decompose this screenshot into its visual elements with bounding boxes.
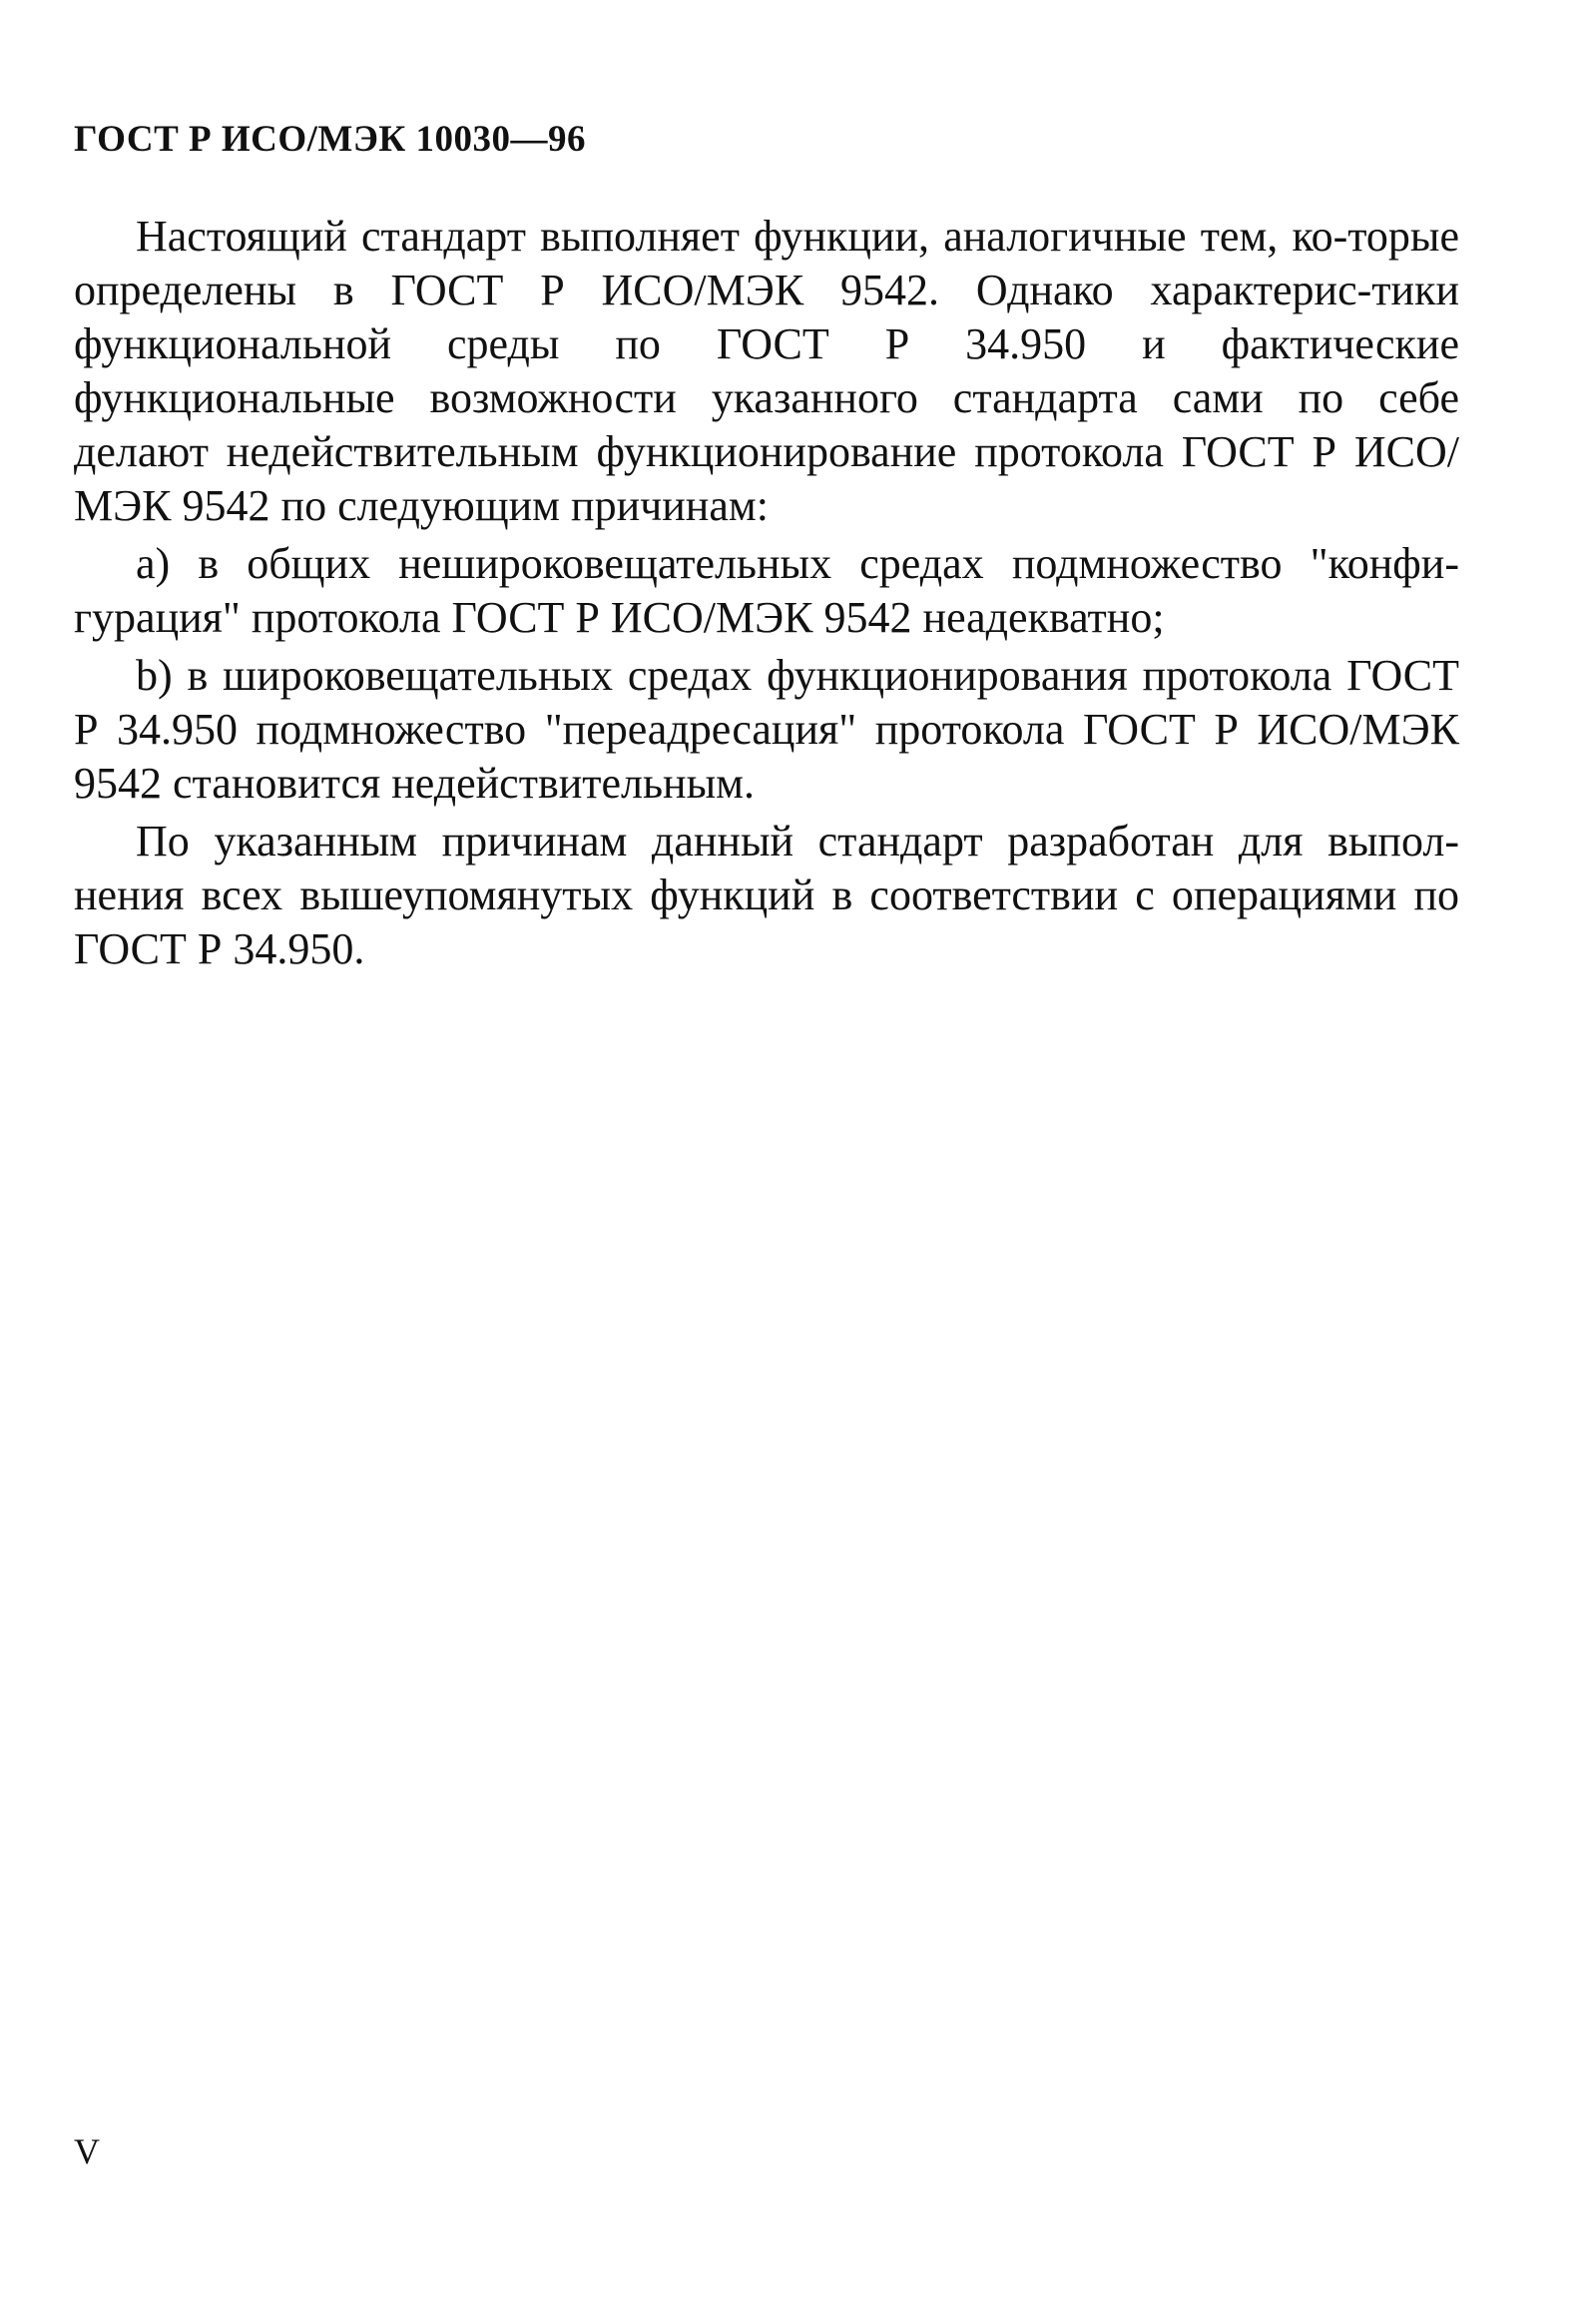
- document-body: [74, 210, 1459, 976]
- document-header: ГОСТ Р ИСО/МЭК 10030—96: [74, 119, 587, 160]
- paragraph-conclusion: По указанным причинам данный стандарт разработан для выпол-нения всех вышеупомянутых функций в соответствии с операциями по ГОСТ Р 34.950.: [74, 817, 1459, 973]
- paragraph-item-a: а) в общих нешироковещательных средах подмножество "конфи-гурация" протокола ГОСТ Р ИСО/МЭК 9542 неадекватно;: [74, 539, 1459, 642]
- paragraph-intro: Настоящий стандарт выполняет функции, аналогичные тем, ко-торые определены в ГОСТ Р ИСО/МЭК 9542. Однако характерис-тики функциональной среды по ГОСТ Р 34.950 и фактические функциональные возможности указанного стандарта сами по себе делают недействительным функционирование протокола ГОСТ Р ИСО/МЭК 9542 по следующим причинам:: [74, 212, 1459, 530]
- page-number: V: [74, 2131, 100, 2171]
- paragraph-item-b: b) в широковещательных средах функционирования протокола ГОСТ Р 34.950 подмножество "переадресация" протокола ГОСТ Р ИСО/МЭК 9542 становится недействительным.: [74, 651, 1459, 808]
